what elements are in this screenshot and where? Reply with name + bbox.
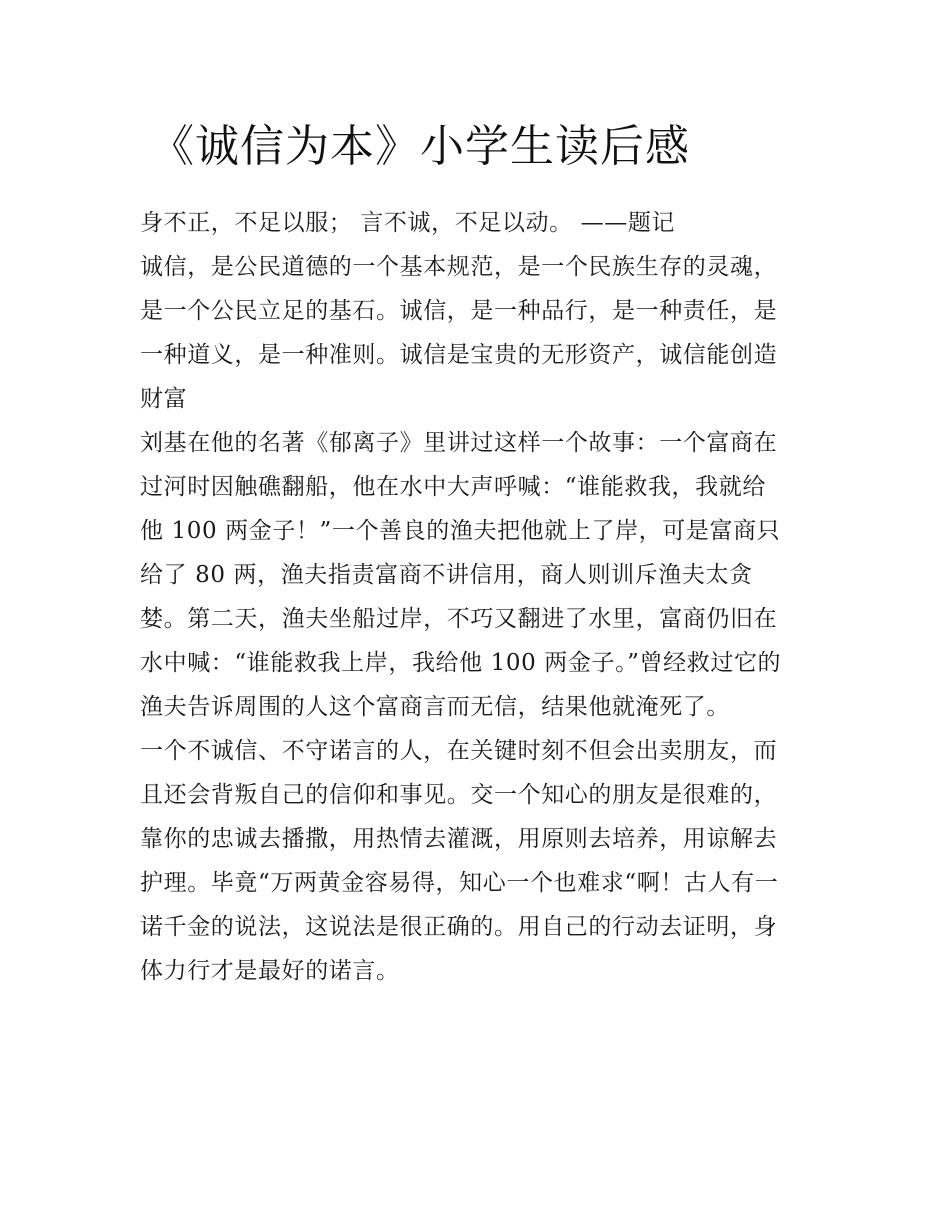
text-line: 渔夫告诉周围的人这个富商言而无信，结果他就淹死了。 bbox=[140, 694, 730, 720]
text-line: 他 100 两金子！”一个善良的渔夫把他就上了岸，可是富商只 bbox=[140, 518, 781, 544]
text-line: 护理。毕竟“万两黄金容易得，知心一个也难求“啊！古人有一 bbox=[140, 870, 779, 896]
paragraph-story bbox=[140, 421, 820, 729]
text-line: 体力行才是最好的诺言。 bbox=[140, 958, 400, 984]
paragraph-conclusion bbox=[140, 729, 820, 993]
text-line: 是一个公民立足的基石。诚信，是一种品行，是一种责任，是 bbox=[140, 298, 778, 324]
text-line: 一种道义，是一种准则。诚信是宝贵的无形资产，诚信能创造 bbox=[140, 342, 778, 368]
epigraph-paragraph bbox=[140, 201, 820, 245]
text-line: 刘基在他的名著《郁离子》里讲过这样一个故事：一个富商在 bbox=[140, 430, 778, 456]
text-line: 诚信，是公民道德的一个基本规范，是一个民族生存的灵魂， bbox=[140, 254, 778, 280]
text-line: 诺千金的说法，这说法是很正确的。用自己的行动去证明，身 bbox=[140, 914, 778, 940]
text-line: 婪。第二天，渔夫坐船过岸，不巧又翻进了水里，富商仍旧在 bbox=[140, 606, 778, 632]
text-line: 身不正，不足以服； 言不诚，不足以动。 ——题记 bbox=[140, 210, 676, 236]
text-line: 财富 bbox=[140, 386, 188, 412]
text-line: 过河时因触礁翻船，他在水中大声呼喊：“谁能救我，我就给 bbox=[140, 474, 766, 500]
paragraph-integrity-definition bbox=[140, 245, 820, 421]
document-body bbox=[140, 201, 820, 993]
text-line: 且还会背叛自己的信仰和事见。交一个知心的朋友是很难的， bbox=[140, 782, 778, 808]
document-title: 《诚信为本》小学生读后感 bbox=[150, 121, 690, 172]
text-line: 给了 80 两，渔夫指责富商不讲信用，商人则训斥渔夫太贪 bbox=[140, 562, 753, 588]
text-line: 一个不诚信、不守诺言的人，在关键时刻不但会出卖朋友，而 bbox=[140, 738, 778, 764]
text-line: 水中喊：“谁能救我上岸，我给他 100 两金子。”曾经救过它的 bbox=[140, 650, 782, 676]
text-line: 靠你的忠诚去播撒，用热情去灌溉，用原则去培养，用谅解去 bbox=[140, 826, 778, 852]
